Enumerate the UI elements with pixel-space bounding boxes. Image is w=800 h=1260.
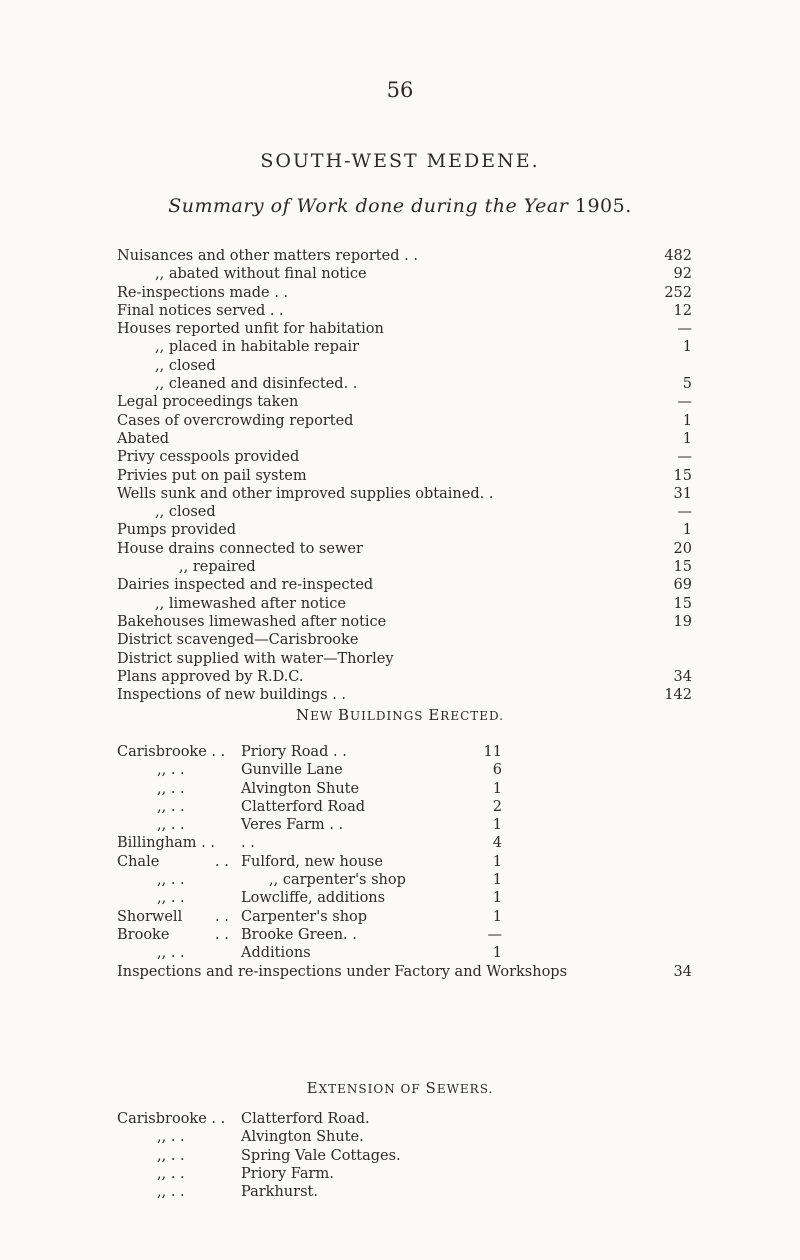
summary-label: Inspections of new buildings . . bbox=[117, 687, 347, 704]
building-street: Gunville Lane bbox=[241, 762, 343, 779]
building-street: . . bbox=[241, 835, 255, 852]
summary-value: 69 bbox=[673, 577, 692, 594]
summary-value: 15 bbox=[673, 595, 692, 612]
building-count: 11 bbox=[483, 744, 502, 760]
building-row bbox=[117, 761, 692, 779]
summary-value: 20 bbox=[673, 540, 692, 557]
building-place: Carisbrooke . . bbox=[117, 744, 226, 760]
summary-row bbox=[117, 338, 692, 356]
summary-row bbox=[117, 467, 692, 485]
building-place: Brooke bbox=[117, 926, 170, 943]
summary-value: 482 bbox=[664, 248, 692, 264]
summary-label: Privies put on pail system bbox=[117, 467, 307, 484]
summary-label: Privy cesspools provided bbox=[117, 449, 300, 466]
new-buildings-table bbox=[117, 743, 692, 981]
summary-row bbox=[117, 668, 692, 686]
summary-row bbox=[117, 430, 692, 448]
sewer-street: Clatterford Road. bbox=[241, 1111, 370, 1127]
summary-row bbox=[117, 558, 692, 576]
summary-value: — bbox=[677, 504, 692, 521]
summary-label: Final notices served . . bbox=[117, 302, 284, 319]
building-ditto: ,, . . bbox=[157, 890, 185, 907]
sewer-ditto: ,, . . bbox=[157, 1165, 185, 1182]
summary-row bbox=[117, 265, 692, 283]
summary-value: — bbox=[677, 394, 692, 411]
sewer-row bbox=[117, 1110, 692, 1128]
summary-label: ,, repaired bbox=[179, 559, 256, 576]
building-street: Lowcliffe, additions bbox=[241, 890, 386, 907]
summary-value: 12 bbox=[673, 302, 692, 319]
building-count: 1 bbox=[492, 945, 502, 962]
summary-row bbox=[117, 540, 692, 558]
building-street: Veres Farm . . bbox=[241, 817, 344, 834]
building-row bbox=[117, 908, 692, 926]
building-ditto: ,, . . bbox=[157, 817, 185, 834]
page-title: SOUTH-WEST MEDENE. bbox=[260, 150, 540, 172]
page-subtitle bbox=[0, 195, 800, 217]
summary-value: 5 bbox=[682, 376, 692, 393]
building-count: 1 bbox=[492, 890, 502, 907]
summary-label: Plans approved by R.D.C. bbox=[117, 668, 304, 685]
summary-value: 1 bbox=[682, 522, 692, 539]
sewer-street: Priory Farm. bbox=[241, 1165, 334, 1182]
building-street: Brooke Green. . bbox=[241, 926, 357, 943]
summary-label: ,, cleaned and disinfected. . bbox=[155, 376, 358, 393]
summary-value: 142 bbox=[664, 687, 692, 704]
factory-row bbox=[117, 963, 692, 981]
summary-label: Cases of overcrowding reported bbox=[117, 412, 354, 429]
summary-value: 19 bbox=[673, 613, 692, 630]
building-street: Additions bbox=[241, 945, 311, 962]
summary-label: Abated bbox=[117, 430, 170, 447]
sewer-street: Spring Vale Cottages. bbox=[241, 1147, 401, 1164]
summary-label: ,, limewashed after notice bbox=[155, 595, 346, 612]
summary-label: ,, abated without final notice bbox=[155, 266, 367, 283]
summary-row bbox=[117, 320, 692, 338]
summary-row bbox=[117, 595, 692, 613]
building-count: 1 bbox=[492, 853, 502, 870]
building-count: 1 bbox=[492, 872, 502, 889]
sewer-street: Alvington Shute. bbox=[241, 1129, 364, 1146]
sewer-ditto: ,, . . bbox=[157, 1147, 185, 1164]
building-count: — bbox=[487, 926, 502, 943]
summary-row bbox=[117, 503, 692, 521]
subtitle-text: Summary of Work done during the Year bbox=[168, 195, 569, 217]
summary-label: Legal proceedings taken bbox=[117, 394, 299, 411]
summary-value: 252 bbox=[664, 284, 692, 301]
page-number: 56 bbox=[386, 78, 414, 102]
building-place-dots: . . bbox=[215, 853, 229, 870]
summary-value: 34 bbox=[673, 668, 692, 685]
summary-row bbox=[117, 613, 692, 631]
summary-value: 1 bbox=[682, 339, 692, 356]
summary-label: Nuisances and other matters reported . . bbox=[117, 248, 418, 264]
building-count: 1 bbox=[492, 908, 502, 925]
building-place: Billingham . . bbox=[117, 835, 215, 852]
summary-row bbox=[117, 686, 692, 704]
summary-label: District supplied with water—Thorley bbox=[117, 650, 394, 667]
summary-row bbox=[117, 521, 692, 539]
summary-row bbox=[117, 302, 692, 320]
building-row bbox=[117, 926, 692, 944]
summary-label: Bakehouses limewashed after notice bbox=[117, 613, 387, 630]
building-row bbox=[117, 889, 692, 907]
subtitle-year: 1905. bbox=[574, 195, 632, 217]
building-place: Shorwell bbox=[117, 908, 183, 925]
sewer-row bbox=[117, 1147, 692, 1165]
summary-table bbox=[117, 247, 692, 704]
building-ditto: ,, . . bbox=[157, 762, 185, 779]
summary-value: — bbox=[677, 449, 692, 466]
summary-label: Dairies inspected and re-inspected bbox=[117, 577, 374, 594]
summary-label: ,, closed bbox=[155, 357, 216, 374]
summary-value: 15 bbox=[673, 467, 692, 484]
building-ditto: ,, . . bbox=[157, 780, 185, 797]
building-row bbox=[117, 816, 692, 834]
summary-row bbox=[117, 357, 692, 375]
factory-value: 34 bbox=[673, 963, 692, 980]
summary-value: — bbox=[677, 321, 692, 338]
factory-label: Inspections and re-inspections under Factory and Workshops bbox=[117, 963, 568, 980]
sewer-street: Parkhurst. bbox=[241, 1184, 318, 1201]
summary-row bbox=[117, 412, 692, 430]
building-row bbox=[117, 871, 692, 889]
sewers-heading: EXTENSION OF SEWERS. bbox=[306, 1079, 494, 1097]
building-row bbox=[117, 944, 692, 962]
summary-row bbox=[117, 284, 692, 302]
summary-row bbox=[117, 448, 692, 466]
building-street: Priory Road . . bbox=[241, 744, 347, 760]
building-street: ,, carpenter's shop bbox=[269, 872, 406, 889]
building-row bbox=[117, 780, 692, 798]
sewer-row bbox=[117, 1128, 692, 1146]
summary-value: 1 bbox=[682, 430, 692, 447]
summary-row bbox=[117, 375, 692, 393]
summary-row bbox=[117, 631, 692, 649]
summary-label: House drains connected to sewer bbox=[117, 540, 363, 557]
building-count: 1 bbox=[492, 780, 502, 797]
summary-value: 1 bbox=[682, 412, 692, 429]
building-place: Chale bbox=[117, 853, 160, 870]
building-row bbox=[117, 743, 692, 761]
summary-label: District scavenged—Carisbrooke bbox=[117, 632, 359, 649]
summary-label: Wells sunk and other improved supplies obtained. . bbox=[117, 485, 494, 502]
summary-row bbox=[117, 650, 692, 668]
building-row bbox=[117, 834, 692, 852]
summary-row bbox=[117, 576, 692, 594]
sewer-place: Carisbrooke . . bbox=[117, 1111, 226, 1127]
building-street: Carpenter's shop bbox=[241, 908, 368, 925]
summary-value: 31 bbox=[673, 485, 692, 502]
building-row bbox=[117, 798, 692, 816]
summary-label: Houses reported unfit for habitation bbox=[117, 321, 384, 338]
summary-value: 15 bbox=[673, 559, 692, 576]
building-place-dots: . . bbox=[215, 926, 229, 943]
building-count: 2 bbox=[492, 798, 502, 815]
building-count: 4 bbox=[492, 835, 502, 852]
building-street: Clatterford Road bbox=[241, 798, 366, 815]
summary-label: ,, closed bbox=[155, 504, 216, 521]
sewer-row bbox=[117, 1183, 692, 1201]
building-ditto: ,, . . bbox=[157, 798, 185, 815]
summary-value: 92 bbox=[673, 266, 692, 283]
sewers-table bbox=[117, 1110, 692, 1201]
sewer-row bbox=[117, 1165, 692, 1183]
building-ditto: ,, . . bbox=[157, 872, 185, 889]
new-buildings-heading: NEW BUILDINGS ERECTED. bbox=[295, 706, 505, 724]
summary-row bbox=[117, 485, 692, 503]
summary-row bbox=[117, 393, 692, 411]
summary-label: Re-inspections made . . bbox=[117, 284, 289, 301]
summary-label: Pumps provided bbox=[117, 522, 237, 539]
sewer-ditto: ,, . . bbox=[157, 1129, 185, 1146]
building-place-dots: . . bbox=[215, 908, 229, 925]
sewer-ditto: ,, . . bbox=[157, 1184, 185, 1201]
building-street: Alvington Shute bbox=[241, 780, 360, 797]
building-count: 6 bbox=[492, 762, 502, 779]
summary-label: ,, placed in habitable repair bbox=[155, 339, 360, 356]
building-row bbox=[117, 853, 692, 871]
building-count: 1 bbox=[492, 817, 502, 834]
summary-row bbox=[117, 247, 692, 265]
building-street: Fulford, new house bbox=[241, 853, 383, 870]
building-ditto: ,, . . bbox=[157, 945, 185, 962]
